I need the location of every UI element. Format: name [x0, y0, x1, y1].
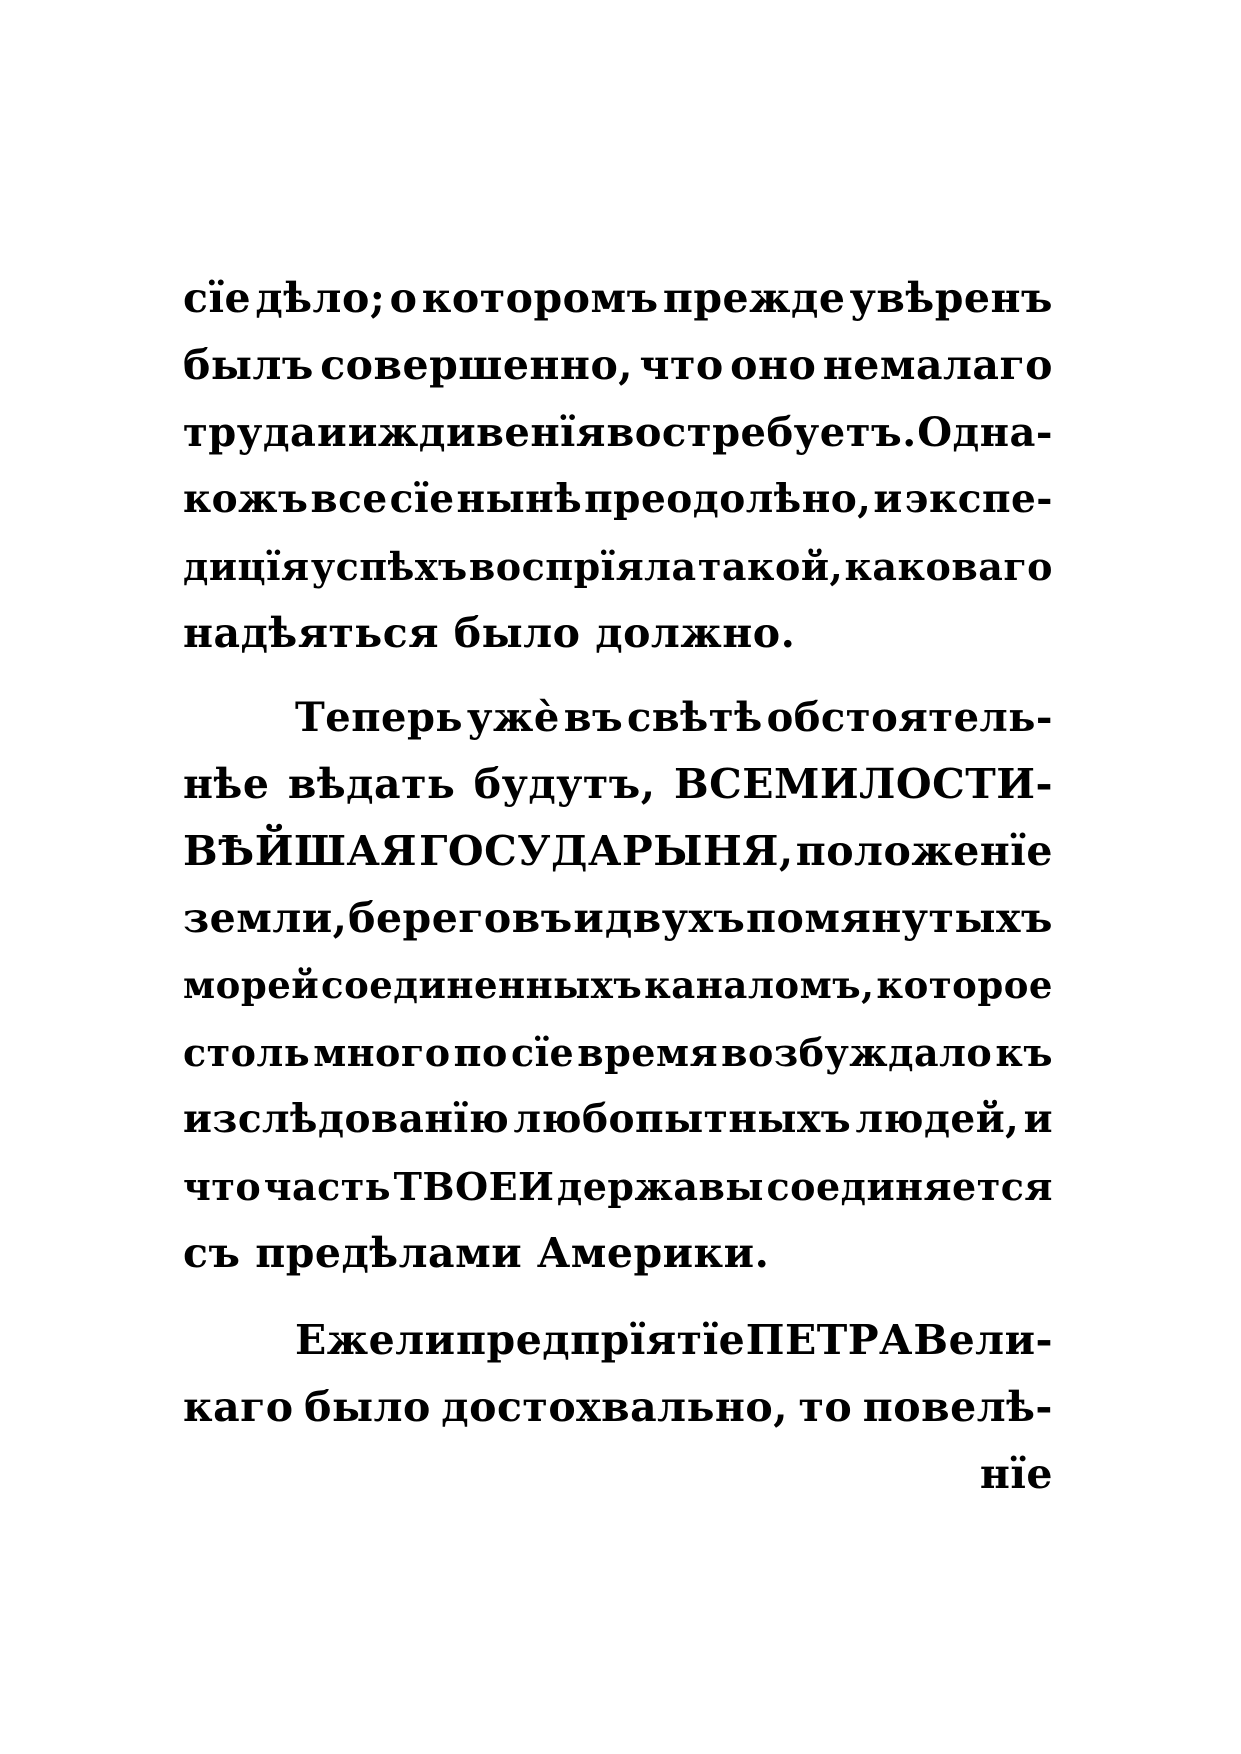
- text-line: [183, 1374, 1053, 1441]
- word: ГОСУДАРЫНЯ,: [419, 827, 794, 875]
- text-line: [183, 818, 1053, 885]
- word: оно: [730, 341, 817, 389]
- word: ТВОЕИ: [393, 1164, 555, 1209]
- word: Теперь: [295, 694, 464, 741]
- text-line: [183, 1307, 1053, 1374]
- word: помянутыхъ: [746, 894, 1053, 942]
- word: о: [389, 274, 418, 322]
- word: труда: [183, 409, 317, 456]
- word: прежде: [662, 274, 846, 322]
- word: нынѣ: [456, 476, 583, 522]
- text-line: [183, 885, 1053, 952]
- word: любопытныхъ: [513, 1096, 852, 1142]
- word: нѣе: [183, 760, 270, 808]
- text-line: [183, 751, 1053, 818]
- word: людей,: [855, 1096, 1020, 1142]
- word: которомъ: [421, 274, 659, 322]
- word: ужѐ: [466, 694, 560, 741]
- word: былъ: [183, 341, 314, 389]
- word: каналомъ,: [644, 963, 875, 1007]
- text-line: [183, 1086, 1053, 1153]
- word: то: [798, 1383, 853, 1431]
- word: обстоятель-: [766, 694, 1053, 741]
- word: будутъ,: [473, 760, 656, 808]
- word: и: [873, 476, 903, 522]
- text-line: [183, 684, 1053, 751]
- word: изслѣдованїю: [183, 1096, 510, 1142]
- word: двухъ: [604, 894, 746, 942]
- word: что: [183, 1164, 262, 1209]
- word: морей: [183, 963, 320, 1007]
- word: увѣренъ: [849, 274, 1053, 322]
- word: земли,: [183, 894, 348, 942]
- word: Вели-: [913, 1316, 1053, 1364]
- word: по: [453, 1030, 508, 1075]
- paragraph-2: [183, 684, 1053, 1287]
- word: Ежели: [295, 1316, 456, 1364]
- word: возбуждало: [721, 1030, 993, 1075]
- word: береговъ: [348, 894, 573, 942]
- catchword: нїе: [979, 1450, 1053, 1498]
- text-line: [183, 952, 1053, 1019]
- word: каго: [183, 1383, 294, 1431]
- word: положенїе: [795, 827, 1053, 875]
- word: ПЕТРА: [745, 1316, 913, 1364]
- word: немалаго: [822, 341, 1053, 389]
- word: много: [313, 1030, 451, 1075]
- word: свѣтѣ: [627, 694, 763, 741]
- text-line: [183, 265, 1053, 332]
- word: къ: [995, 1030, 1053, 1075]
- word: повелѣ-: [862, 1383, 1053, 1431]
- word: совершенно,: [320, 341, 634, 389]
- word: ВѢЙШАЯ: [183, 827, 418, 875]
- word: соединяется: [766, 1164, 1053, 1209]
- word: все: [310, 476, 388, 522]
- word: въ: [563, 694, 624, 741]
- text-line: [183, 533, 1053, 600]
- word: сїе: [183, 274, 252, 322]
- word: предпрїятїе: [456, 1316, 746, 1364]
- word: успѣхъ: [310, 544, 468, 589]
- word: державы: [556, 1164, 764, 1209]
- paragraph-1: [183, 265, 1053, 667]
- word: кожъ: [183, 476, 309, 522]
- text-line: [183, 1019, 1053, 1086]
- word: воспрїяла: [468, 544, 697, 589]
- word: дицїя: [183, 544, 310, 589]
- text-line: [183, 399, 1053, 466]
- paragraph-3: [183, 1307, 1053, 1508]
- word: вѣдать: [287, 760, 456, 808]
- word: что: [639, 341, 724, 389]
- word: часть: [263, 1164, 392, 1209]
- text-line: съ предѣлами Америки.: [183, 1229, 770, 1277]
- word: такой,: [697, 544, 844, 589]
- text-line: надѣяться было должно.: [183, 609, 796, 657]
- text-line: [183, 466, 1053, 533]
- word: иждивенїя: [347, 409, 606, 456]
- word: и: [317, 409, 348, 456]
- word: ВСЕМИЛОСТИ-: [673, 760, 1053, 808]
- text-line: [183, 1153, 1053, 1220]
- word: и: [1023, 1096, 1053, 1142]
- word: соединенныхъ: [321, 963, 643, 1007]
- word: было: [304, 1383, 431, 1431]
- word: время: [577, 1030, 719, 1075]
- word: которое: [876, 963, 1053, 1007]
- word: каковаго: [844, 544, 1053, 589]
- word: преодолѣно,: [584, 476, 872, 522]
- word: столь: [183, 1030, 311, 1075]
- word: сїе: [510, 1030, 575, 1075]
- text-line: [183, 332, 1053, 399]
- word: Одна-: [917, 409, 1053, 456]
- word: достохвально,: [441, 1383, 789, 1431]
- word: и: [573, 894, 605, 942]
- word: востребуетъ.: [606, 409, 917, 456]
- word: экспе-: [904, 476, 1053, 522]
- word: дѣло;: [255, 274, 386, 322]
- word: сїе: [389, 476, 455, 522]
